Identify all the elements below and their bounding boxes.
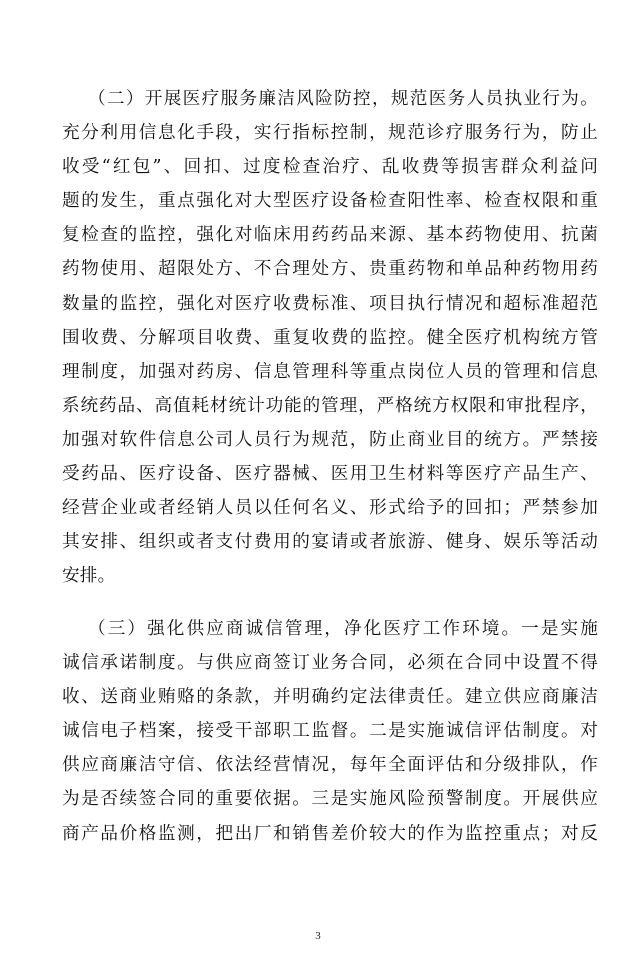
text-line: 诚信电子档案，接受干部职工监督。二是实施诚信评估制度。对 — [62, 721, 598, 742]
text-line: 收受“红包”、回扣、过度检查治疗、乱收费等损害群众利益问 — [62, 157, 598, 178]
text-line: 理制度，加强对药房、信息管理科等重点岗位人员的管理和信息 — [62, 361, 598, 382]
text-line: 题的发生，重点强化对大型医疗设备检查阳性率、检查权限和重 — [62, 191, 598, 212]
text-line: 收、送商业贿赂的条款，并明确约定法律责任。建立供应商廉洁 — [62, 687, 598, 708]
text-line: （二）开展医疗服务廉洁风险防控，规范医务人员执业行为。 — [88, 89, 598, 109]
text-line: 系统药品、高值耗材统计功能的管理，严格统方权限和审批程序， — [62, 395, 598, 416]
text-line: 经营企业或者经销人员以任何名义、形式给予的回扣；严禁参加 — [62, 498, 598, 519]
text-line: 其安排、组织或者支付费用的宴请或者旅游、健身、娱乐等活动 — [62, 532, 598, 553]
text-line: 诚信承诺制度。与供应商签订业务合同，必须在合同中设置不得 — [62, 653, 598, 674]
text-line: 加强对软件信息公司人员行为规范，防止商业目的统方。严禁接 — [62, 429, 598, 450]
text-line: 商产品价格监测，把出厂和销售差价较大的作为监控重点；对反 — [62, 823, 598, 844]
text-line: 复检查的监控，强化对临床用药药品来源、基本药物使用、抗菌 — [62, 225, 598, 246]
page-number: 3 — [315, 930, 321, 942]
text-line: 药物使用、超限处方、不合理处方、贵重药物和单品种药物用药 — [62, 259, 598, 280]
text-line: 受药品、医疗设备、医疗器械、医用卫生材料等医疗产品生产、 — [62, 464, 598, 485]
text-line: 为是否续签合同的重要依据。三是实施风险预警制度。开展供应 — [62, 789, 598, 810]
text-line: 围收费、分解项目收费、重复收费的监控。健全医疗机构统方管 — [62, 327, 598, 348]
text-line: 供应商廉洁守信、依法经营情况，每年全面评估和分级排队，作 — [62, 755, 598, 776]
text-line: 数量的监控，强化对医疗收费标准、项目执行情况和超标准超范 — [62, 293, 598, 314]
section-2-paragraph — [62, 82, 598, 593]
text-line: 安排。 — [62, 566, 116, 587]
text-line: 充分利用信息化手段，实行指标控制，规范诊疗服务行为，防止 — [62, 123, 598, 144]
text-line: （三）强化供应商诚信管理，净化医疗工作环境。一是实施 — [88, 619, 598, 639]
section-3-paragraph — [62, 612, 598, 851]
